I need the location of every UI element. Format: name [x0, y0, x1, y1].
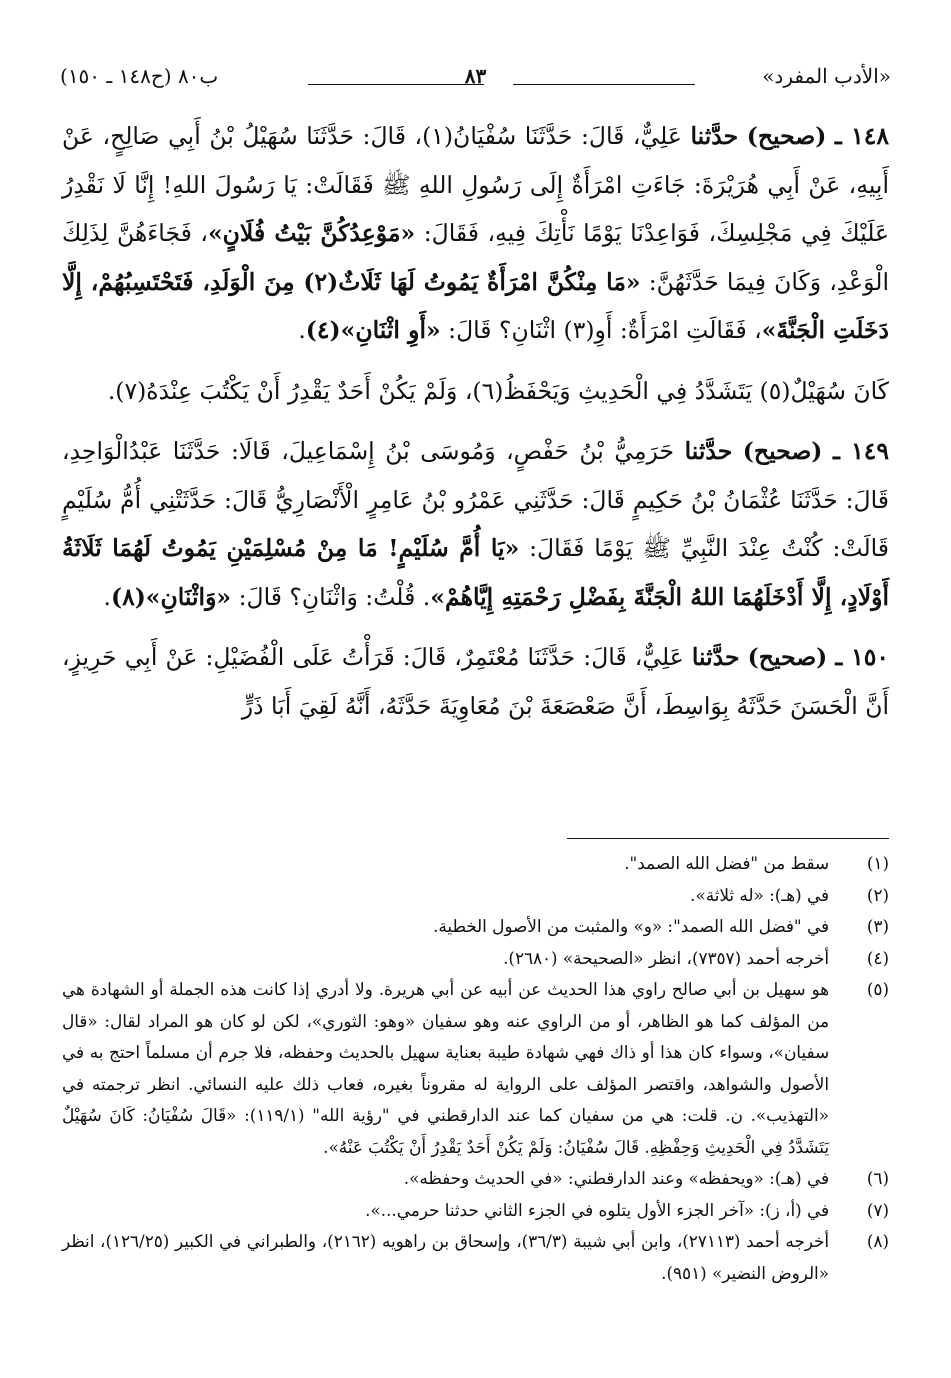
footnote-number: (٥): [866, 979, 889, 999]
book-title: «الأدب المفرد»: [762, 64, 891, 88]
hadith-comment: كَانَ سُهَيْلٌ(٥) يَتَشَدَّدُ فِي الْحَدِيثِ وَيَحْفَظُ(٦)، وَلَمْ يَكُنْ أَحَدٌ يَقْدِرُ أَنْ يَكْتُبَ عِنْدَهُ(٧).: [107, 376, 889, 405]
hadith-intro: حدَّثنا: [684, 437, 733, 465]
hadith-number: ١٤٨ ـ: [834, 122, 889, 150]
footnote-number: (٢): [866, 884, 889, 905]
footnote-number: (٤): [866, 947, 889, 968]
main-text: [62, 112, 889, 742]
hadith-148: [62, 112, 889, 355]
hadith-intro: حدَّثنا: [690, 122, 739, 150]
footnote-8: [62, 1226, 889, 1289]
hadith-text: .: [298, 316, 306, 344]
footnotes: [62, 848, 889, 1289]
hadith-150: [62, 633, 889, 730]
hadith-text: ، فَقَالَتِ امْرَأَةٌ: أَوِ(٣) اثْنَانِ؟ قَالَ:: [440, 316, 762, 344]
header-rule-left: [308, 84, 484, 85]
page-number: ٨٣: [464, 64, 487, 88]
hadith-text: ، فَجَاءَهُنَّ لِذَلِكَ الْوَعْدِ، وَكَانَ فِيمَا حَدَّثَهُنَّ:: [62, 219, 889, 296]
footnote-text: أخرجه أحمد (٧٣٥٧)، انظر «الصحيحة» (٢٦٨٠).: [503, 947, 829, 968]
footnote-text: في "فضل الله الصمد": «و» والمثبت من الأصول الخطية.: [433, 916, 829, 936]
hadith-text: . قُلْتُ: وَاثْنَانِ؟ قَالَ:: [231, 582, 431, 611]
hadith-149: [62, 427, 889, 621]
footnote-5: [62, 974, 889, 1163]
footnote-2: [62, 880, 889, 912]
hadith-148-comment: [62, 367, 889, 416]
running-header: [60, 58, 891, 98]
prophetic-saying: «مَوْعِدُكُنَّ بَيْتُ فُلَانٍ»: [207, 219, 416, 247]
footnote-text: في (هـ): «ويحفظه» وعند الدارقطني: «في الحديث وحفظه».: [403, 1168, 829, 1188]
footnote-text: سقط من "فضل الله الصمد".: [624, 853, 829, 873]
hadith-text: حَرَمِيُّ بْنُ حَفْصٍ، وَمُوسَى بْنُ إِسْمَاعِيلَ، قَالَا: حَدَّثَنَا عَبْدُالْوَاحِدِ، قَالَ: حَدَّثَنَا عُثْمَانُ بْنُ حَكِيمٍ قَالَ: حَدَّثَنِي عَمْرُو بْنُ عَامِرٍ الْأَنْصَارِيُّ قَالَ: حَدَّثَتْنِي أُمُّ سُلَيْمٍ قَالَتْ: كُنْتُ عِنْدَ النَّبِيِّ ﷺ يَوْمًا فَقَالَ:: [62, 437, 889, 562]
hadith-text: عَلِيٌّ، قَالَ: حَدَّثَنَا مُعْتَمِرٌ، قَالَ: قَرَأْتُ عَلَى الْفُضَيْلِ: عَنْ أَبِي حَرِيزٍ، أَنَّ الْحَسَنَ حَدَّثَهُ بِوَاسِطَ، أَنَّ صَعْصَعَةَ بْنَ مُعَاوِيَةَ حَدَّثَهُ، أَنَّهُ لَقِيَ أَبَا ذَرٍّ: [62, 643, 889, 720]
hadith-grade: (صحيح): [747, 643, 828, 671]
footnote-number: (٦): [866, 1168, 889, 1188]
chapter-reference: ب٨٠ (ح١٤٨ ـ ١٥٠): [60, 64, 219, 88]
footnote-3: [62, 911, 889, 943]
prophetic-saying: «وَاثْنَانِ»(٨): [110, 582, 232, 611]
footnote-number: (٧): [866, 1199, 889, 1220]
hadith-text: .: [103, 582, 111, 611]
footnote-text: في (هـ): «له ثلاثة».: [690, 884, 829, 905]
prophetic-saying: «أَوِ اثْنَانِ»(٤): [305, 316, 441, 344]
prophetic-saying: «مَا مِنْكُنَّ امْرَأَةٌ يَمُوتُ لَهَا ثَلَاثٌ(٢) مِنَ الْوَلَدِ، فَتَحْتَسِبُهُمْ، إِلَّا دَخَلَتِ الْجَنَّةَ»: [62, 267, 889, 344]
footnote-7: [62, 1195, 889, 1227]
footnote-text: في (أ، ز): «آخر الجزء الأول يتلوه في الجزء الثاني حدثنا حرمي...».: [365, 1199, 829, 1220]
footnote-number: (١): [866, 853, 889, 873]
hadith-text: عَلِيٌّ، قَالَ: حَدَّثَنَا سُفْيَانُ(١)، قَالَ: حَدَّثَنَا سُهَيْلُ بْنُ أَبِي صَالِحٍ، عَنْ أَبِيهِ، عَنْ أَبِي هُرَيْرَةَ: جَاءَتِ امْرَأَةٌ إِلَى رَسُولِ اللهِ ﷺ فَقَالَتْ: يَا رَسُولَ اللهِ! إِنَّا لَا نَقْدِرُ عَلَيْكَ فِي مَجْلِسِكَ، فَوَاعِدْنَا يَوْمًا نَأْتِكَ فِيهِ، فَقَالَ:: [62, 122, 890, 247]
footnote-1: [62, 848, 889, 880]
hadith-intro: حدَّثنا: [691, 643, 740, 671]
footnote-text: أخرجه أحمد (٢٧١١٣)، وابن أبي شيبة (٣٦/٣)، وإسحاق بن راهويه (٢١٦٢)، والطبراني في الكبير (١٢٦/٢٥)، انظر «الروض النضير» (٩٥١).: [62, 1231, 829, 1283]
footnote-text: هو سهيل بن أبي صالح راوي هذا الحديث عن أبيه عن أبي هريرة. ولا أدري إذا كانت هذه الجملة أو الشهادة هي من المؤلف كما هو الظاهر، أو من الراوي عنه وهو سفيان «وهو: الثوري»، لكن لو كان هو المراد لقال: «قال سفيان»، وسواء كان هذا أو ذاك فهي شهادة طيبة بعناية سهيل بالحديث وحفظه، فلا جرم أن مسلماً احتج به في الأصول والشواهد، واقتصر المؤلف على الرواية له مقروناً بغيره، فعاب ذلك عليه النسائي. انظر ترجمته في «التهذيب». ن. قلت: هي من سفيان كما عند الدارقطني في "رؤية الله" (١١٩/١): «قَالَ سُفْيَانُ: كَانَ سُهَيْلٌ يَتَشَدَّدُ فِي الْحَدِيثِ وَحِفْظِهِ. قَالَ سُفْيَانُ: وَلَمْ يَكُنْ أَحَدٌ يَقْدِرُ أَنْ يَكْتُبَ عَنْهُ».: [62, 979, 829, 1157]
hadith-number: ١٥٠ ـ: [835, 643, 889, 671]
prophetic-saying: «يَا أُمَّ سُلَيْمٍ! مَا مِنْ مُسْلِمَيْنِ يَمُوتُ لَهُمَا ثَلَاثَةُ أَوْلَادٍ، إِلَّا أَدْخَلَهُمَا اللهُ الْجَنَّةَ بِفَضْلِ رَحْمَتِهِ إِيَّاهُمْ»: [62, 534, 889, 611]
header-rule-right: [513, 84, 695, 85]
footnote-number: (٣): [866, 916, 889, 936]
hadith-grade: (صحيح): [742, 437, 823, 465]
footnote-4: [62, 943, 889, 975]
footnote-separator: [567, 838, 889, 839]
footnote-6: [62, 1163, 889, 1195]
footnote-number: (٨): [866, 1231, 889, 1251]
hadith-grade: (صحيح): [746, 122, 827, 150]
hadith-number: ١٤٩ ـ: [832, 437, 889, 465]
